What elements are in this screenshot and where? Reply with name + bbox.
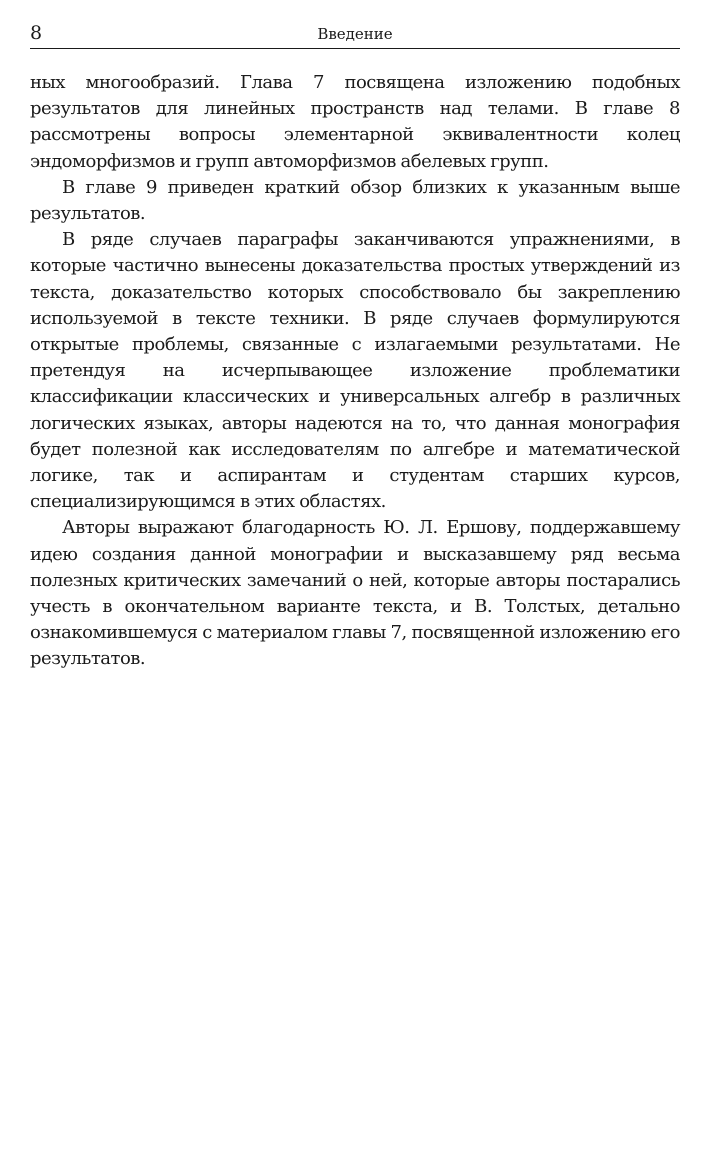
running-title: Введение	[317, 25, 393, 43]
paragraph-acknowledgements: Авторы выражают благодарность Ю. Л. Ершову, поддержавшему идею создания данной монографии и высказавшему ряд весьма полезных критических замечаний о ней, которые авторы постарались учесть в окончательном варианте текста, и В. Толстых, детально ознакомившемуся с материалом главы 7, посвященной изложению его результатов.	[30, 517, 680, 670]
book-page	[30, 0, 680, 1152]
running-head	[30, 18, 680, 49]
page-number: 8	[30, 22, 43, 44]
paragraph-exercises: В ряде случаев параграфы заканчиваются упражнениями, в которые частично вынесены доказательства простых утверждений из текста, доказательство которых способствовало бы закреплению используемой в тексте техники. В ряде случаев формулируются открытые проблемы, связанные с излагаемыми результатами. Не претендуя на исчерпывающее изложение проблематики классификации классических и универсальных алгебр в различных логических языках, авторы надеются на то, что данная монография будет полезной как исследователям по алгебре и математической логике, так и аспирантам и студентам старших курсов, специализирующимся в этих областях.	[30, 229, 680, 513]
paragraph-continued: ных многообразий. Глава 7 посвящена изложению подобных результатов для линейных пространств над телами. В главе 8 рассмотрены вопросы элементарной эквивалентности колец эндоморфизмов и групп автоморфизмов абелевых групп.	[30, 72, 680, 172]
paragraph-chapter-9: В главе 9 приведен краткий обзор близких к указанным выше результатов.	[30, 176, 680, 225]
body-text	[30, 70, 680, 673]
